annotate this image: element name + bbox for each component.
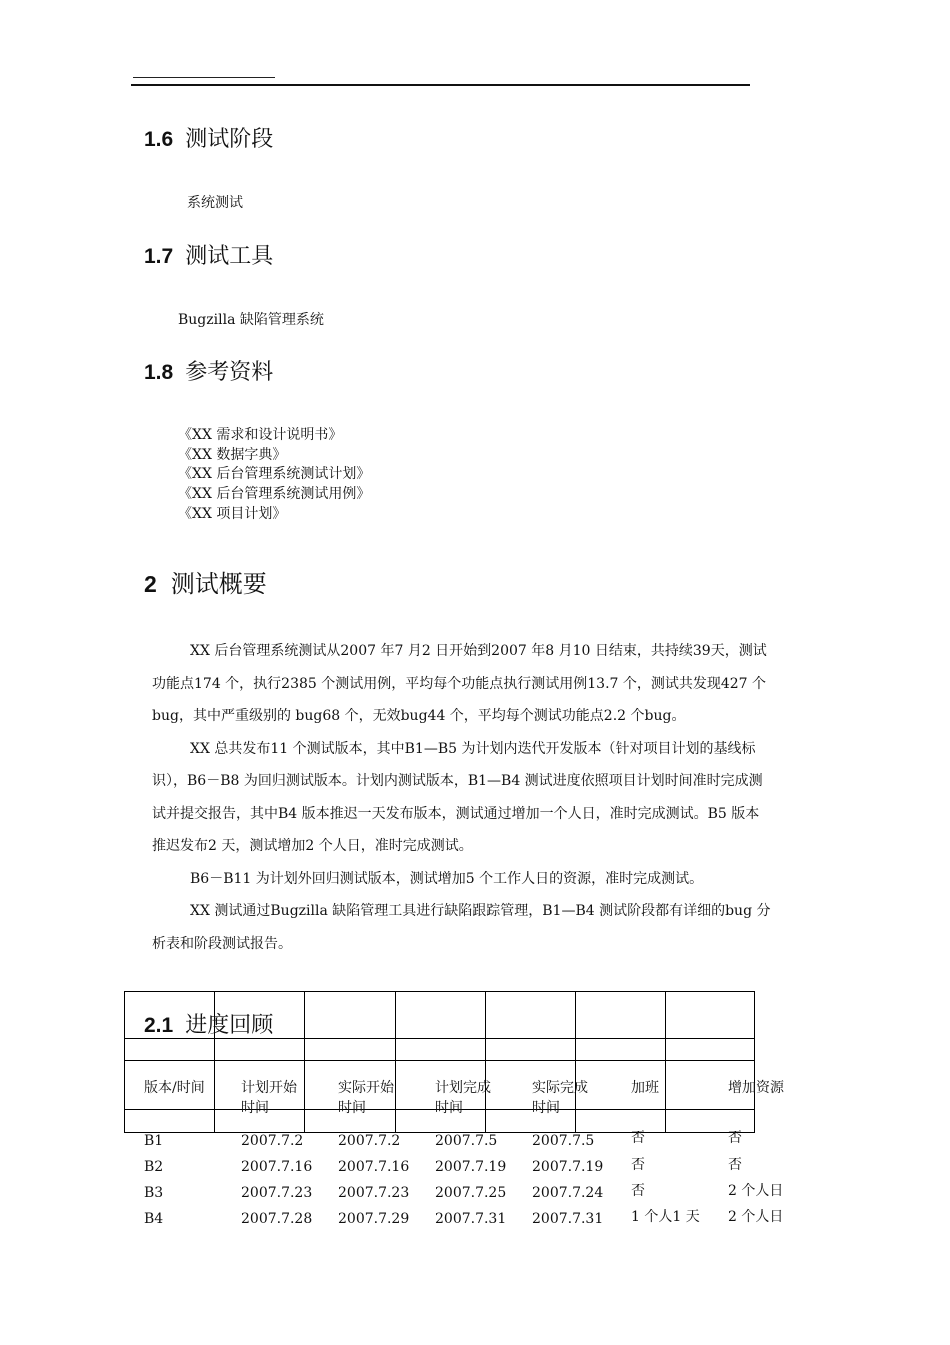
schedule-header-version: 版本/时间 [144, 1080, 205, 1096]
grid-line [125, 1060, 754, 1061]
section-heading-2: 2 测试概要 [144, 570, 267, 598]
reference-item: 《XX 后台管理系统测试计划》 [178, 466, 371, 483]
schedule-cell: 2007.7.24 [532, 1185, 604, 1201]
schedule-cell: B4 [144, 1211, 164, 1227]
section-heading-2-1: 2.1 进度回顾 [144, 1013, 274, 1038]
schedule-cell: 2007.7.23 [241, 1185, 313, 1201]
schedule-cell: 2007.7.2 [241, 1133, 304, 1149]
schedule-header-actual-start: 实际开始时间 [338, 1080, 394, 1116]
schedule-header-added-resources: 增加资源 [728, 1080, 784, 1096]
schedule-cell: 否 [631, 1130, 645, 1146]
overview-paragraph-4: XX 测试通过Bugzilla 缺陷管理工具进行缺陷跟踪管理，B1—B4 测试阶段都有详细的bug 分析表和阶段测试报告。 [152, 903, 771, 952]
overview-paragraph-2: XX 总共发布11 个测试版本，其中B1—B5 为计划内迭代开发版本（针对项目计划的基线标识），B6－B8 为回归测试版本。计划内测试版本，B1—B4 测试进度依照项目计划时间准时完成测试并提交报告，其中B4 版本推迟一天发布版本，测试通过增加一个人日，准时完成测试。B5 版本推迟发布2 天，测试增加2 个人日，准时完成测试。 [152, 740, 763, 854]
overview-paragraph-1: XX 后台管理系统测试从2007 年7 月2 日开始到2007 年8 月10 日结束，共持续39天，测试功能点174 个，执行2385 个测试用例，平均每个功能点执行测试用例13.7 个，测试共发现427 个bug，其中严重级别的 bug68 个，无效bug44 个，平均每个测试功能点2.2 个bug。 [152, 643, 767, 724]
schedule-cell: 2007.7.16 [241, 1159, 313, 1175]
header-rule-short [133, 77, 275, 78]
schedule-cell: B3 [144, 1185, 164, 1201]
grid-line [665, 992, 666, 1132]
overview-paragraph-3: B6－B11 为计划外回归测试版本，测试增加5 个工作人日的资源，准时完成测试。 [190, 870, 704, 887]
schedule-cell: 2 个人日 [728, 1183, 784, 1199]
schedule-cell: 2007.7.31 [435, 1211, 507, 1227]
schedule-cell: 2007.7.5 [435, 1133, 498, 1149]
schedule-header-overtime: 加班 [631, 1080, 659, 1096]
schedule-cell: 否 [631, 1183, 645, 1199]
section-heading-1-7: 1.7 测试工具 [144, 244, 274, 269]
schedule-cell: 2007.7.2 [338, 1133, 401, 1149]
test-phase-text: 系统测试 [187, 195, 243, 211]
schedule-cell: 2007.7.28 [241, 1211, 313, 1227]
schedule-cell: 2007.7.29 [338, 1211, 410, 1227]
schedule-cell: 2007.7.25 [435, 1185, 507, 1201]
header-rule [131, 84, 750, 86]
schedule-cell: 否 [631, 1157, 645, 1173]
reference-item: 《XX 数据字典》 [178, 446, 287, 463]
schedule-cell: 2007.7.19 [532, 1159, 604, 1175]
schedule-header-actual-end: 实际完成时间 [532, 1080, 588, 1116]
schedule-cell: 1 个人1 天 [631, 1209, 700, 1225]
schedule-header-planned-end: 计划完成时间 [435, 1080, 491, 1116]
schedule-cell: 2007.7.31 [532, 1211, 604, 1227]
reference-item: 《XX 后台管理系统测试用例》 [178, 486, 371, 503]
overview-body [152, 635, 772, 960]
schedule-cell: B2 [144, 1159, 164, 1175]
schedule-cell: 否 [728, 1157, 742, 1173]
reference-list [178, 426, 370, 525]
reference-item: 《XX 项目计划》 [178, 505, 287, 522]
schedule-header-planned-start: 计划开始时间 [241, 1080, 297, 1116]
schedule-cell: 2007.7.5 [532, 1133, 595, 1149]
test-tool-text: Bugzilla 缺陷管理系统 [178, 312, 324, 328]
section-heading-1-8: 1.8 参考资料 [144, 360, 274, 385]
schedule-cell: 2007.7.16 [338, 1159, 410, 1175]
reference-item: 《XX 需求和设计说明书》 [178, 427, 343, 443]
schedule-cell: B1 [144, 1133, 164, 1149]
section-heading-1-6: 1.6 测试阶段 [144, 127, 274, 152]
schedule-cell: 2007.7.23 [338, 1185, 410, 1201]
schedule-cell: 2007.7.19 [435, 1159, 507, 1175]
schedule-cell: 2 个人日 [728, 1209, 784, 1225]
schedule-cell: 否 [728, 1130, 742, 1146]
